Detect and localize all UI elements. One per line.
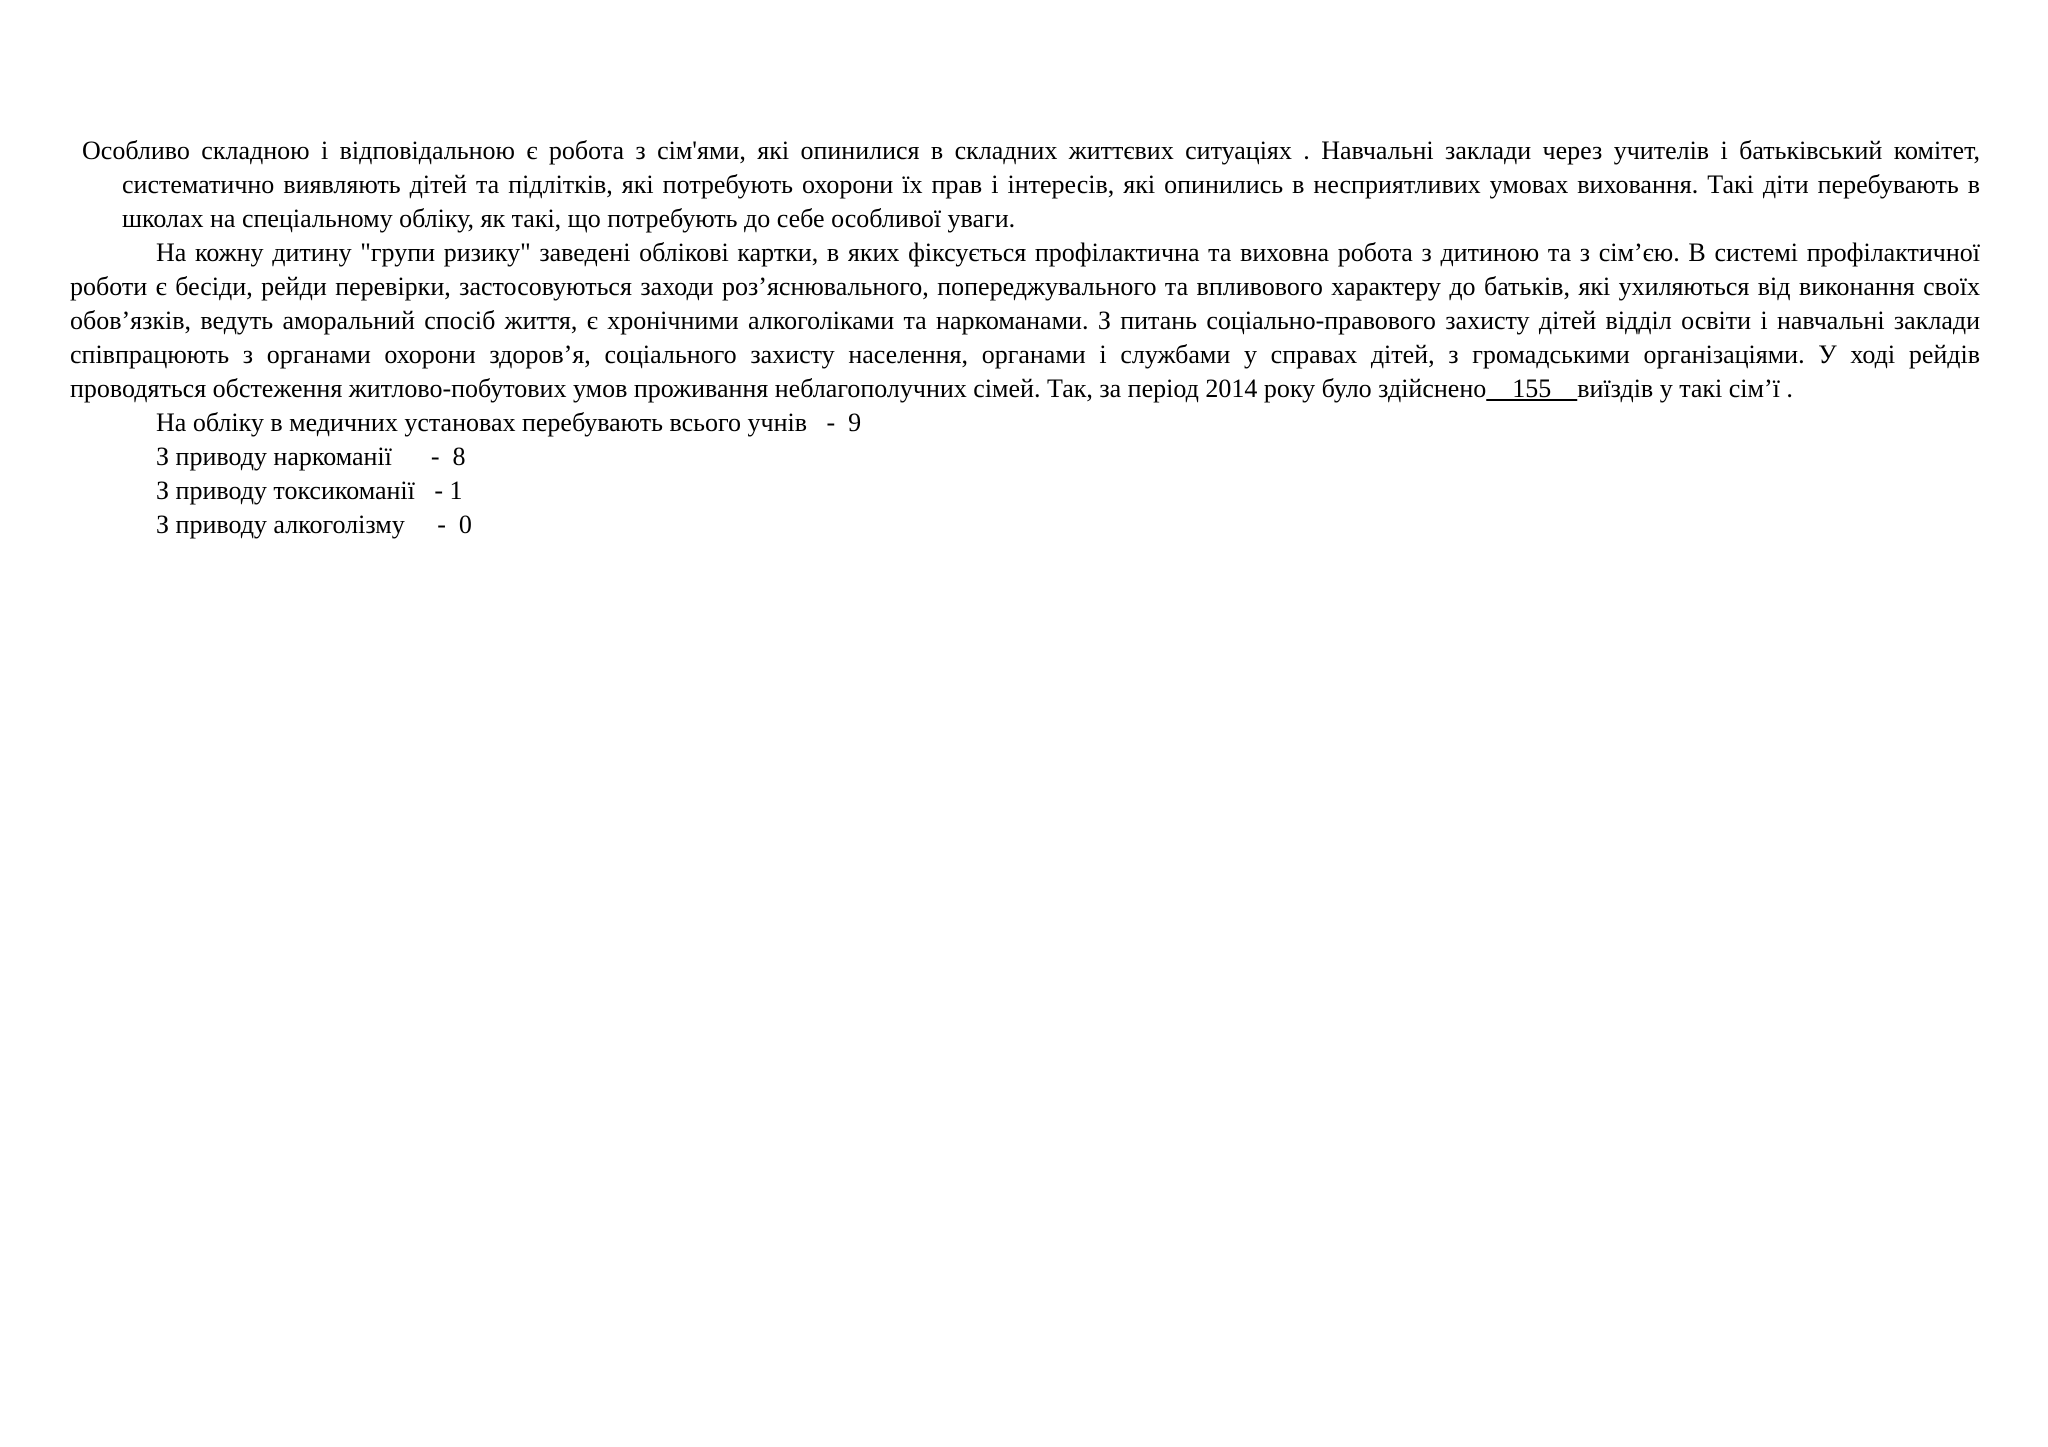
paragraph-families-work: Особливо складною і відповідальною є робота з сім'ями, які опинилися в складних життєвих ситуаціях . Навчальні заклади через учителів і батьківський комітет, систематично виявляють дітей та підлітків, які потребують охорони їх прав і інтересів, які опинились в несприятливих умовах виховання. Такі діти перебувають в школах на спеціальному обліку, як такі, що потребують до себе особливої уваги. (82, 136, 1980, 233)
paragraph-risk-group-text: На кожну дитину "групи ризику" заведені облікові картки, в яких фіксується профілактична та виховна робота з дитиною та з сім’єю. В системі профілактичної роботи є бесіди, рейди перевірки, застосовуються заходи роз’яснювального, попереджувального та впливового характеру до батьків, які ухиляються від виконання своїх обов’язків, ведуть аморальний спосіб життя, є хронічними алкоголіками та наркоманами. З питань соціально-правового захисту дітей відділ освіти і навчальні заклади співпрацюють з органами охорони здоров’я, соціального захисту населення, органами і службами у справах дітей, з громадськими організаціями. У ході рейдів проводяться обстеження житлово-побутових умов проживання неблагополучних сімей. Так, за період 2014 року було здійснено (70, 238, 1980, 403)
stat-drug-addiction: З приводу наркоманії - 8 (156, 442, 466, 471)
stat-substance-abuse: З приводу токсикоманії - 1 (156, 476, 463, 505)
visits-count-value: 155 (1486, 374, 1578, 403)
stat-alcoholism: З приводу алкоголізму - 0 (156, 510, 472, 539)
document-body (70, 134, 1980, 542)
paragraph-risk-group (70, 236, 1980, 406)
stat-medical-registry: На обліку в медичних установах перебувають всього учнів - 9 (156, 408, 862, 437)
paragraph-risk-group-tail: виїздів у такі сім’ї . (1577, 374, 1793, 403)
